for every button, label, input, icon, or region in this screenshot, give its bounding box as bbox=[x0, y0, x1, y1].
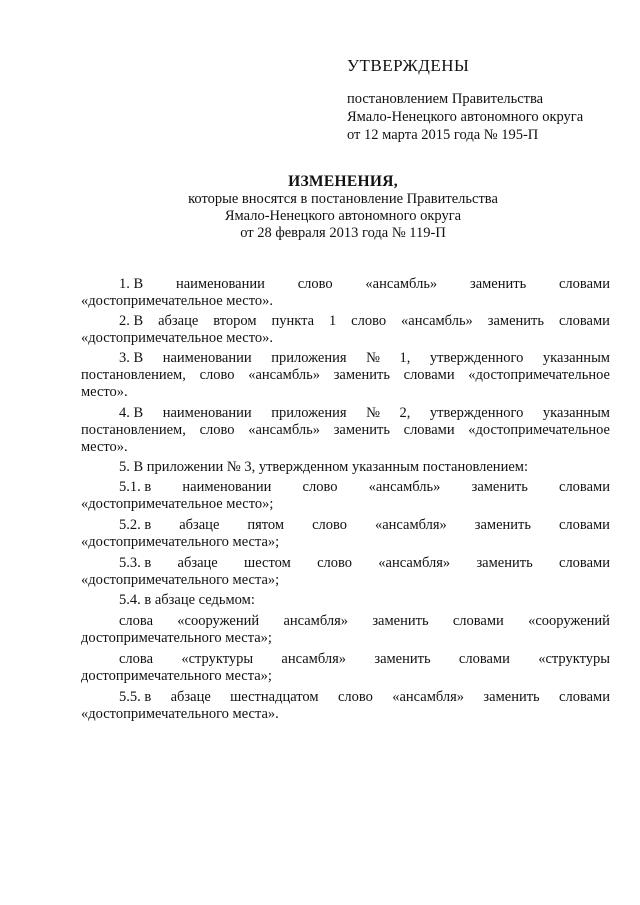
heading-line: которые вносятся в постановление Правительства bbox=[188, 191, 498, 207]
document-title: ИЗМЕНЕНИЯ, bbox=[288, 173, 398, 190]
paragraph-2 bbox=[81, 313, 610, 347]
text-line: «достопримечательное место»; bbox=[81, 496, 274, 512]
text-line: достопримечательного места»; bbox=[81, 630, 272, 646]
text-line: 4. В наименовании приложения № 2, утвержденного указанным bbox=[119, 405, 610, 421]
paragraph-5-4-a bbox=[81, 613, 610, 647]
paragraph-5-4 bbox=[81, 592, 610, 609]
text-line: слова «сооружений ансамбля» заменить словами «сооружений bbox=[119, 613, 610, 629]
paragraph-5-5 bbox=[81, 689, 610, 723]
text-line: 1. В наименовании слово «ансамбль» заменить словами bbox=[119, 276, 610, 292]
text-line: 5.1. в наименовании слово «ансамбль» заменить словами bbox=[119, 479, 610, 495]
approval-stamp bbox=[347, 56, 627, 144]
text-line: 2. В абзаце втором пункта 1 слово «ансамбль» заменить словами bbox=[119, 313, 610, 329]
paragraph-5-2 bbox=[81, 517, 610, 551]
approved-title: УТВЕРЖДЕНЫ bbox=[347, 56, 470, 75]
approved-line: от 12 марта 2015 года № 195-П bbox=[347, 127, 539, 143]
text-line: слова «структуры ансамбля» заменить словами «структуры bbox=[119, 651, 610, 667]
document-heading bbox=[0, 172, 640, 242]
approved-line: постановлением Правительства bbox=[347, 91, 544, 107]
text-line: достопримечательного места»; bbox=[81, 668, 272, 684]
paragraph-5-3 bbox=[81, 555, 610, 589]
text-line: 5.5. в абзаце шестнадцатом слово «ансамбля» заменить словами bbox=[119, 689, 610, 705]
document-body bbox=[81, 276, 610, 723]
paragraph-3 bbox=[81, 350, 610, 401]
text-line: место». bbox=[81, 439, 128, 455]
paragraph-5-4-b bbox=[81, 651, 610, 685]
heading-line: Ямало-Ненецкого автономного округа bbox=[224, 208, 462, 224]
heading-line: от 28 февраля 2013 года № 119-П bbox=[240, 225, 446, 241]
text-line: «достопримечательного места»; bbox=[81, 534, 280, 550]
text-line: «достопримечательное место». bbox=[81, 293, 273, 309]
text-line: «достопримечательного места»; bbox=[81, 572, 280, 588]
approved-line: Ямало-Ненецкого автономного округа bbox=[347, 109, 584, 125]
text-line: 5.2. в абзаце пятом слово «ансамбля» заменить словами bbox=[119, 517, 610, 533]
text-line: место». bbox=[81, 384, 128, 400]
paragraph-4 bbox=[81, 405, 610, 456]
paragraph-5-1 bbox=[81, 479, 610, 513]
text-line: постановлением, слово «ансамбль» заменить словами «достопримечательное bbox=[81, 367, 610, 383]
text-line: 5.4. в абзаце седьмом: bbox=[119, 592, 255, 608]
paragraph-1 bbox=[81, 276, 610, 310]
text-line: 3. В наименовании приложения № 1, утвержденного указанным bbox=[119, 350, 610, 366]
text-line: 5. В приложении № 3, утвержденном указанным постановлением: bbox=[119, 459, 528, 475]
text-line: 5.3. в абзаце шестом слово «ансамбля» заменить словами bbox=[119, 555, 610, 571]
paragraph-5 bbox=[81, 459, 610, 476]
text-line: постановлением, слово «ансамбль» заменить словами «достопримечательное bbox=[81, 422, 610, 438]
text-line: «достопримечательного места». bbox=[81, 706, 279, 722]
text-line: «достопримечательное место». bbox=[81, 330, 273, 346]
